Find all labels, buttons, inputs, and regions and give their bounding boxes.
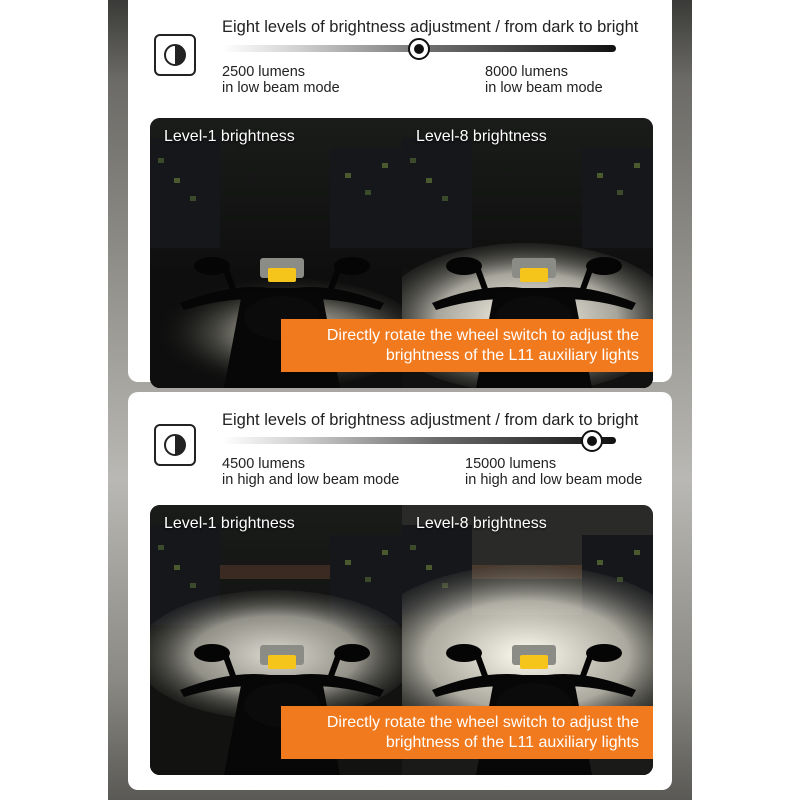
section-1-headline: Eight levels of brightness adjustment / from dark to bright — [222, 18, 639, 36]
wheel-switch-banner — [281, 319, 653, 372]
banner-line-2: brightness of the L11 auxiliary lights — [385, 734, 639, 751]
slider-knob-icon — [408, 38, 430, 60]
section-2-max-output — [465, 456, 642, 488]
brightness-mode-icon — [154, 424, 196, 466]
level-8-caption: Level-8 brightness — [416, 515, 547, 532]
max-lumens-value: 15000 lumens — [465, 456, 557, 472]
max-lumens-mode: in low beam mode — [485, 80, 603, 96]
max-lumens-mode: in high and low beam mode — [465, 472, 643, 488]
level-1-caption: Level-1 brightness — [164, 515, 295, 532]
section-2-headline: Eight levels of brightness adjustment / from dark to bright — [222, 411, 639, 429]
min-lumens-value: 4500 lumens — [222, 456, 306, 472]
min-lumens-value: 2500 lumens — [222, 64, 306, 80]
wheel-switch-banner — [281, 706, 653, 759]
section-2-comparison-photo — [150, 505, 653, 775]
banner-line-1: Directly rotate the wheel switch to adjust the — [326, 714, 639, 731]
section-2-brightness-slider — [222, 437, 616, 444]
min-lumens-mode: in low beam mode — [222, 80, 340, 96]
level-8-caption: Level-8 brightness — [416, 128, 547, 145]
section-2-min-output — [222, 456, 399, 488]
max-lumens-value: 8000 lumens — [485, 64, 569, 80]
section-1-min-output — [222, 64, 340, 96]
banner-line-1: Directly rotate the wheel switch to adjust the — [326, 327, 639, 344]
min-lumens-mode: in high and low beam mode — [222, 472, 400, 488]
brightness-mode-icon — [154, 34, 196, 76]
section-1-comparison-photo — [150, 118, 653, 388]
level-1-caption: Level-1 brightness — [164, 128, 295, 145]
banner-line-2: brightness of the L11 auxiliary lights — [385, 347, 639, 364]
section-1-max-output — [485, 64, 603, 96]
